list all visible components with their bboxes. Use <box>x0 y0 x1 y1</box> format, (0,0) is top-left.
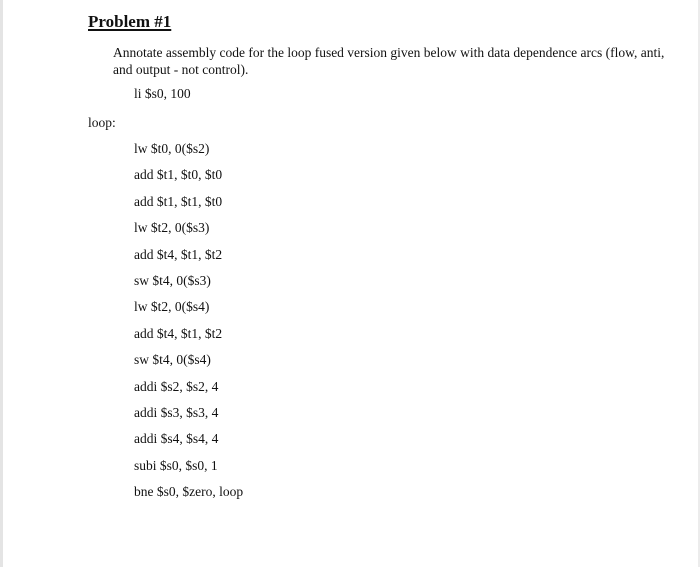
code-line: bne $s0, $zero, loop <box>134 484 244 500</box>
loop-label: loop: <box>88 115 116 130</box>
code-line: lw $t2, 0($s4) <box>134 299 210 315</box>
loop-body-code <box>134 140 243 509</box>
code-line: subi $s0, $s0, 1 <box>134 457 218 473</box>
code-line: addi $s3, $s3, 4 <box>134 404 219 420</box>
problem-instructions: Annotate assembly code for the loop fused version given below with data dependence arcs (flow, anti, and output - not control). <box>113 45 665 77</box>
setup-instruction: li $s0, 100 <box>134 86 191 101</box>
code-line: lw $t0, 0($s2) <box>134 141 210 156</box>
code-line: add $t4, $t1, $t2 <box>134 246 223 262</box>
code-line: add $t4, $t1, $t2 <box>134 325 223 341</box>
problem-title: Problem #1 <box>88 12 172 31</box>
code-line: addi $s2, $s2, 4 <box>134 378 219 394</box>
code-line: sw $t4, 0($s4) <box>134 352 211 368</box>
code-line: sw $t4, 0($s3) <box>134 272 211 288</box>
code-line: add $t1, $t0, $t0 <box>134 167 223 183</box>
code-line: add $t1, $t1, $t0 <box>134 193 223 209</box>
code-line: lw $t2, 0($s3) <box>134 220 210 236</box>
left-edge-rule <box>0 0 3 567</box>
code-line: addi $s4, $s4, 4 <box>134 431 219 447</box>
